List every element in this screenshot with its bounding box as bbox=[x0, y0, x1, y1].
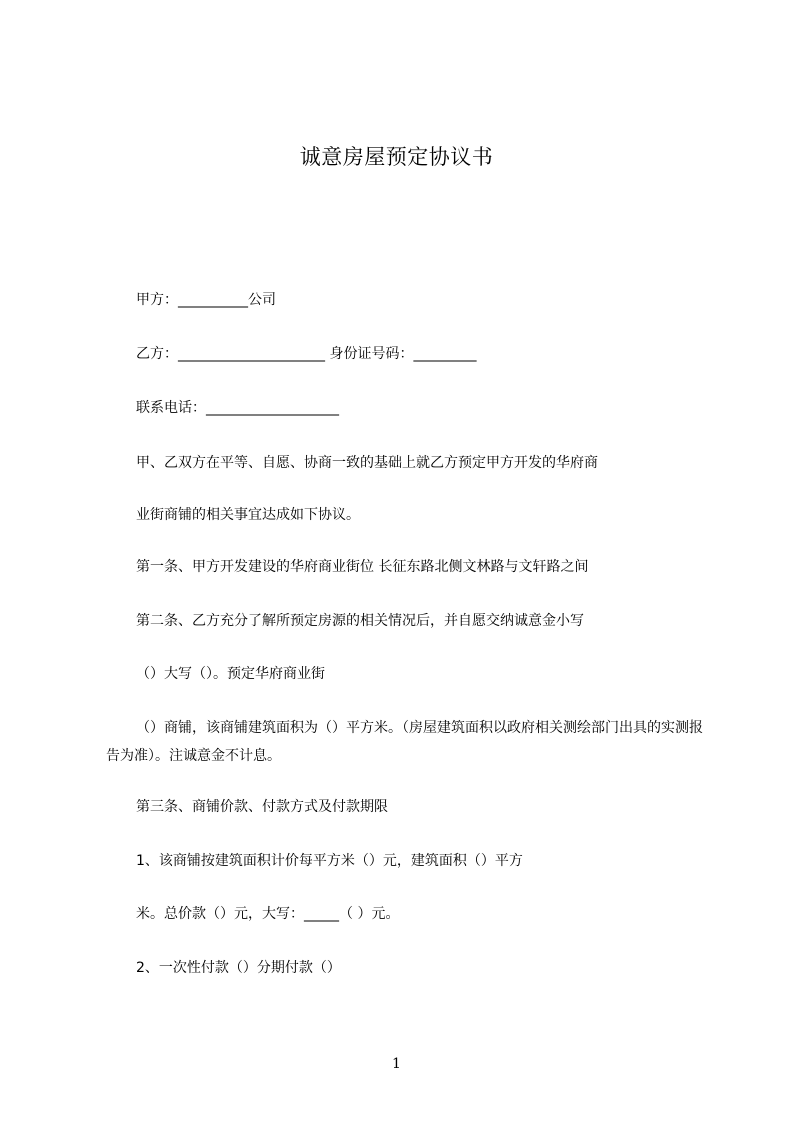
party-b-line: 乙方：_____________________ 身份证号码：_________ bbox=[136, 346, 477, 362]
article-2-line-2: （）大写（）。预定华府商业街 bbox=[136, 666, 325, 682]
item-1-line-2: 米。总价款（）元，大写：_____（ ）元。 bbox=[136, 906, 400, 922]
article-2-line-1: 第二条、乙方充分了解所预定房源的相关情况后，并自愿交纳诚意金小写 bbox=[136, 613, 584, 629]
document-title: 诚意房屋预定协议书 bbox=[299, 145, 494, 169]
intro-line-2: 业街商铺的相关事宜达成如下协议。 bbox=[136, 507, 360, 523]
article-3: 第三条、商铺价款、付款方式及付款期限 bbox=[136, 799, 388, 815]
party-a-line: 甲方：__________公司 bbox=[136, 292, 276, 308]
intro-line-1: 甲、乙双方在平等、自愿、协商一致的基础上就乙方预定甲方开发的华府商 bbox=[136, 455, 598, 471]
page-number: 1 bbox=[392, 1056, 401, 1072]
item-2-line: 2、一次性付款（）分期付款（） bbox=[136, 960, 341, 976]
phone-line: 联系电话：___________________ bbox=[136, 400, 339, 416]
article-1: 第一条、甲方开发建设的华府商业街位 长征东路北侧文林路与文轩路之间 bbox=[136, 559, 589, 575]
item-1-line-1: 1、该商铺按建筑面积计价每平方米（）元，建筑面积（）平方 bbox=[136, 853, 523, 869]
article-2-paragraph: （）商铺，该商铺建筑面积为（）平方米。（房屋建筑面积以政府相关测绘部门出具的实测报告为准）。注诚意金不计息。 bbox=[106, 720, 703, 764]
